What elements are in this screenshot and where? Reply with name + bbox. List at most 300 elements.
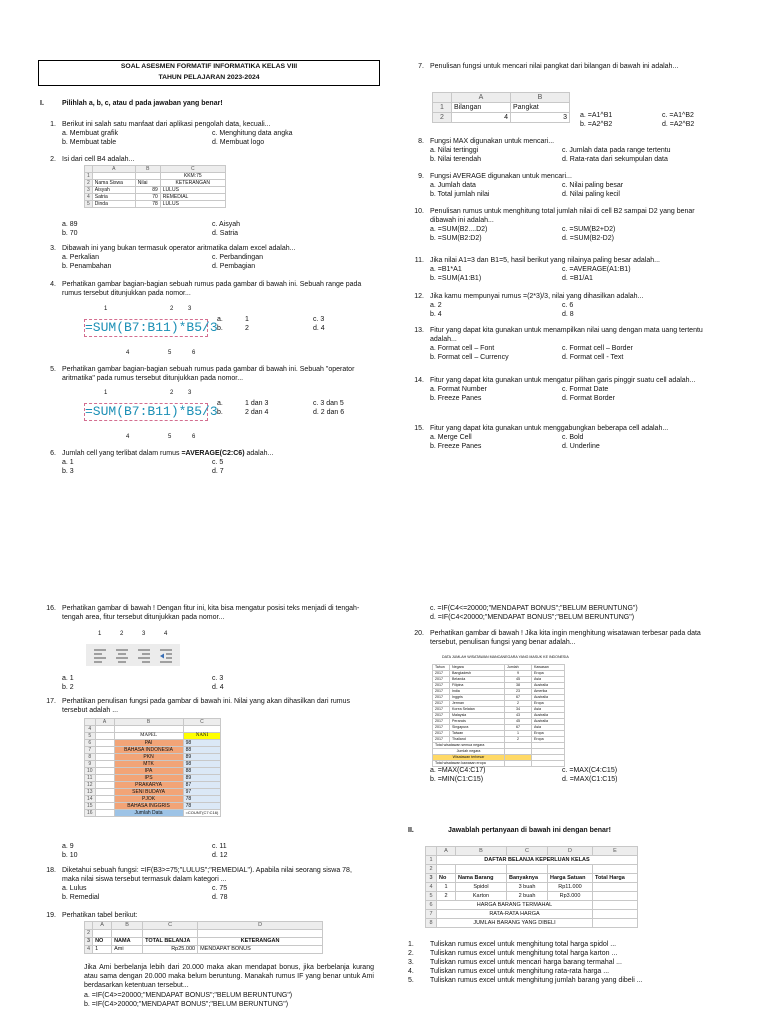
label-2: 2: [120, 631, 124, 637]
cell: Australia: [532, 713, 565, 719]
q20-table: [432, 664, 565, 767]
option-c: c. Perbandingan: [212, 254, 263, 261]
col-header: B: [114, 719, 183, 726]
cell: Thailand: [450, 737, 505, 743]
row-header: 4: [85, 194, 93, 201]
question-number: 13.: [414, 327, 424, 334]
section-2-title: Jawablah pertanyaan di bawah ini dengan benar!: [448, 827, 611, 834]
question-number: 8.: [418, 138, 424, 145]
question-17-options: [62, 842, 362, 860]
option-d: d. =SUM(B2-D2): [562, 235, 614, 242]
cell: Ami: [112, 946, 143, 954]
cell: Malaysia: [450, 713, 505, 719]
question-text: Fungsi MAX digunakan untuk mencari...: [430, 138, 555, 145]
option-d: d. =B1/A1: [562, 275, 593, 282]
option-c: c. 11: [212, 843, 227, 850]
question-text: Perhatikan gambar di bawah ! Dengan fitur ini, kita bisa mengatur posisi teks menjadi di tengah-tengah area, fitur tersebut ditunjukkan pada nomor...: [62, 605, 360, 621]
question-number: 6.: [50, 450, 56, 457]
label-3: 3: [142, 631, 146, 637]
question-text: Jika nilai A1=3 dan B1=5, hasil berikut yang nilainya paling besar adalah...: [430, 257, 660, 264]
option-b: b. =A2^B2: [580, 121, 613, 128]
cell: IPA: [114, 768, 183, 775]
question-7: [408, 62, 718, 71]
option-a: a. Format Number: [430, 386, 487, 393]
cell: 38: [505, 683, 532, 689]
cell: Eropa: [532, 671, 565, 677]
header-cell: Harga Satuan: [548, 874, 593, 883]
marker-bottom: 5: [168, 434, 172, 440]
cell: 2017: [433, 689, 450, 695]
cell: 2017: [433, 671, 450, 677]
cell: 2017: [433, 707, 450, 713]
cell: Rp25.000: [143, 946, 198, 954]
cell: 88: [183, 768, 221, 775]
cell: 23: [505, 689, 532, 695]
col-header: C: [183, 719, 221, 726]
question-text: Perhatikan gambar di bawah ! Jika kita ingin menghitung wisatawan terbesar pada data tersebut, penulisan fungsi yang benar adalah...: [430, 630, 701, 646]
question-text: Perhatikan gambar bagian-bagian sebuah rumus pada gambar di bawah ini. Sebuah range pada rumus tersebut ditunjukkan pada nomor...: [62, 281, 362, 297]
question-number: 18.: [46, 867, 56, 874]
option-d: d. Underline: [562, 443, 600, 450]
question-13: [408, 326, 718, 362]
option-a: a. Jumlah data: [430, 182, 476, 189]
question-formula: =AVERAGE(C2:C6): [181, 450, 245, 457]
cell: 3 buah: [507, 883, 548, 892]
question-number: 20.: [414, 630, 424, 637]
cell: 1: [93, 946, 112, 954]
option-c: c. 3 dan 5: [313, 400, 344, 407]
cell: 97: [183, 789, 221, 796]
question-text: Fungsi AVERAGE digunakan untuk mencari...: [430, 173, 572, 180]
col-header: C: [507, 847, 548, 856]
cell: 78: [183, 796, 221, 803]
option-c: c. Format cell – Border: [562, 345, 633, 352]
option-b: b. Format cell – Currency: [430, 354, 509, 361]
row-header: 8: [85, 754, 96, 761]
section-2-number: II.: [408, 827, 414, 834]
q19-spreadsheet: [84, 921, 323, 954]
cell: 89: [183, 775, 221, 782]
q17-spreadsheet: [84, 718, 221, 817]
cell: 3: [511, 113, 570, 123]
document-title-box: [38, 60, 380, 86]
cell: Filipina: [450, 683, 505, 689]
essay-text: Tuliskan rumus excel untuk menghitung rata-rata harga ...: [430, 968, 610, 975]
footer-cell: Total wisatawan semua negara: [433, 743, 505, 749]
marker-bottom: 6: [192, 434, 196, 440]
question-number: 16.: [46, 605, 56, 612]
essay-number: 2.: [408, 950, 414, 957]
cell: 2017: [433, 731, 450, 737]
question-15: [408, 424, 718, 451]
option-b: b. =IF(C4>20000;"MENDAPAT BONUS";"BELUM BERUNTUNG"): [84, 1001, 289, 1008]
row-header: 10: [85, 768, 96, 775]
question-text: Berikut ini salah satu manfaat dari aplikasi pengolah data, kecuali...: [62, 121, 271, 128]
question-number: 4.: [50, 281, 56, 288]
header-cell: Total Harga: [593, 874, 638, 883]
cell: BAHASA INGGRIS: [114, 803, 183, 810]
option-a: a. Format cell – Font: [430, 345, 495, 352]
option-d: d. =MAX(C1:C15): [562, 776, 618, 783]
cell: Australia: [532, 695, 565, 701]
option-a: a. =A1^B1: [580, 112, 613, 119]
cell: Asia: [532, 725, 565, 731]
footer-cell: Jumlah negara: [433, 749, 505, 755]
question-3: [40, 244, 370, 271]
cell: PJOK: [114, 796, 183, 803]
header-cell: No: [437, 874, 456, 883]
cell: Bilangan: [452, 103, 511, 113]
marker-top: 1: [104, 390, 108, 396]
label-4: 4: [164, 631, 168, 637]
option-c: c. Aisyah: [212, 221, 241, 228]
cell: Korea Selatan: [450, 707, 505, 713]
q4-formula-diagram: [84, 305, 218, 357]
option-c: c. =IF(C4<=20000;"MENDAPAT BONUS";"BELUM BERUNTUNG"): [430, 605, 638, 612]
cell: 45: [505, 677, 532, 683]
cell: 67: [505, 725, 532, 731]
section-1-number: I.: [40, 100, 44, 107]
alignment-buttons: [86, 644, 180, 666]
section-1-title: Pilihlah a, b, c, atau d pada jawaban yang benar!: [62, 100, 223, 107]
q19-paragraph: Jika Ami berbelanja lebih dari 20.000 maka akan mendapat bonus, jika berbelanja kurang atau sama dengan 20.000 maka belum beruntung. Manakah rumus IF yang benar untuk Ami berdasarkan ketentuan tersebut...: [84, 964, 374, 989]
question-12: [408, 292, 718, 319]
question-number: 7.: [418, 63, 424, 70]
marker-bottom: 6: [192, 350, 196, 356]
question-19-options-continued: [430, 604, 638, 622]
option-b: b. 10: [62, 852, 78, 859]
row-header: 2: [433, 113, 452, 123]
option-d: d. Pembagian: [212, 263, 256, 270]
cell: 34: [505, 707, 532, 713]
row-header: 16: [85, 810, 96, 817]
marker-top: 2: [170, 390, 174, 396]
option-b: b. 4: [430, 311, 442, 318]
footer-cell-highlight: Wisatawan terbesar: [433, 755, 505, 761]
cell: 2017: [433, 677, 450, 683]
question-19: [40, 911, 370, 920]
option-c: c. =AVERAGE(A1:B1): [562, 266, 631, 273]
row-header: 13: [85, 789, 96, 796]
col-header: Negara: [450, 665, 505, 671]
cell: Jumlah Data: [114, 810, 183, 817]
option-a: a. Nilai tertinggi: [430, 147, 479, 154]
question-18: [40, 866, 370, 902]
row-header: 5: [85, 201, 93, 208]
question-text: Fitur yang dapat kita gunakan untuk mengatur pilihan garis pinggir suatu cell adalah...: [430, 377, 696, 384]
question-16-options: [62, 674, 362, 692]
cell: 78: [183, 803, 221, 810]
q16-alignment-toolbar: [84, 630, 184, 670]
marker-top: 3: [188, 306, 192, 312]
question-number: 12.: [414, 293, 424, 300]
option-a: a. =MAX(C4:C17): [430, 767, 486, 774]
formula-text: =SUM(B7:B11)*B5/3: [85, 404, 218, 419]
question-text: Isi dari cell B4 adalah...: [62, 156, 135, 163]
question-5: [40, 365, 370, 383]
essay-item: [408, 958, 728, 967]
marker-top: 3: [188, 390, 192, 396]
question-6: [40, 449, 370, 476]
question-11: [408, 256, 718, 283]
option-a: a. 9: [62, 843, 74, 850]
align-right-icon: [138, 650, 150, 662]
option-b: b.: [217, 409, 223, 416]
option-d: d. Satria: [212, 230, 239, 237]
option-d: d. 7: [212, 468, 224, 475]
option-b: b. 70: [62, 230, 78, 237]
marker-top: 1: [104, 306, 108, 312]
row-header: 14: [85, 796, 96, 803]
option-d: d. Format cell - Text: [562, 354, 624, 361]
cell: Australia: [532, 683, 565, 689]
col-header: A: [92, 166, 135, 173]
essay-item: [408, 967, 728, 976]
cell: 45: [505, 719, 532, 725]
option-b: b. 2: [62, 684, 74, 691]
option-a: a. 1: [62, 459, 74, 466]
footer-cell: Total wisatawan kawasan eropa: [433, 761, 505, 767]
col-header: C: [143, 922, 198, 930]
option-d: d. Membuat logo: [212, 139, 265, 146]
question-2-options: [62, 220, 362, 238]
col-header: [433, 93, 452, 103]
option-c: c. Menghitung data angka: [212, 130, 293, 137]
row-header: 3: [85, 187, 93, 194]
row-header: 12: [85, 782, 96, 789]
option-c: c. Format Date: [562, 386, 609, 393]
essay-number: 5.: [408, 977, 414, 984]
option-b: b.: [217, 325, 223, 332]
option-b: b. Membuat table: [62, 139, 117, 146]
align-center-icon: [116, 650, 128, 662]
cell: Amerika: [532, 689, 565, 695]
question-number: 17.: [46, 698, 56, 705]
question-1: [40, 120, 370, 147]
cell: 1: [437, 883, 456, 892]
option-b-value: 2 dan 4: [245, 409, 269, 416]
cell: 70: [135, 194, 160, 201]
option-a: a. 2: [430, 302, 442, 309]
row-header: 1: [85, 173, 93, 180]
cell: 2017: [433, 737, 450, 743]
cell: Satria: [92, 194, 135, 201]
q7-spreadsheet: [432, 92, 570, 123]
cell: KKM:75: [160, 173, 225, 180]
row-header: 7: [85, 747, 96, 754]
col-header: B: [135, 166, 160, 173]
marker-bottom: 5: [168, 350, 172, 356]
option-a: a.: [217, 400, 223, 407]
cell: 98: [183, 740, 221, 747]
question-14: [408, 376, 718, 403]
essay-number: 1.: [408, 941, 414, 948]
question-20: [408, 629, 720, 647]
row-header: 3: [85, 938, 93, 946]
essay-item: [408, 976, 728, 985]
q5-formula-diagram: [84, 389, 218, 441]
option-a: a. 1: [62, 675, 74, 682]
col-header: Tahun: [433, 665, 450, 671]
essay-text: Tuliskan rumus excel untuk menghitung total harga spidol ...: [430, 941, 617, 948]
question-text: Penulisan fungsi untuk mencari nilai pangkat dari bilangan di bawah ini adalah...: [430, 63, 679, 70]
option-b: b. Remedial: [62, 894, 100, 901]
question-text: Dibawah ini yang bukan termasuk operator aritmatika dalam excel adalah...: [62, 245, 296, 252]
cell: 2017: [433, 683, 450, 689]
formula-text: =SUM(B7:B11)*B5/3: [85, 320, 218, 335]
footer-cell: JUMLAH BARANG YANG DIBELI: [437, 919, 593, 928]
row-header: 5: [85, 733, 96, 740]
question-text: Perhatikan penulisan fungsi pada gambar di bawah ini. Nilai yang akan dihasilkan dari rumus tersebut adalah ...: [62, 698, 350, 714]
cell: KETERANGAN: [160, 180, 225, 187]
option-a: a. Membuat grafik: [62, 130, 119, 137]
essay-text: Tuliskan rumus excel untuk menghitung total harga karton ...: [430, 950, 618, 957]
row-header: 4: [85, 946, 93, 954]
option-d: d. 12: [212, 852, 228, 859]
cell: NO: [93, 938, 112, 946]
row-header: 2: [85, 930, 93, 938]
question-number: 10.: [414, 208, 424, 215]
question-9: [408, 172, 718, 199]
align-left-icon: [94, 650, 106, 662]
cell: REMEDIAL: [160, 194, 225, 201]
cell: TOTAL BELANJA: [143, 938, 198, 946]
cell: Inggris: [450, 695, 505, 701]
option-d: d. 2 dan 6: [313, 409, 345, 416]
cell: Australia: [532, 719, 565, 725]
cell: Asia: [532, 677, 565, 683]
question-text: Perhatikan gambar bagian-bagian sebuah rumus pada gambar di bawah ini. Sebuah "operator aritmatika" pada rumus tersebut ditunjukkan pada nomor...: [62, 366, 355, 382]
marker-bottom: 4: [126, 350, 130, 356]
cell: Eropa: [532, 701, 565, 707]
col-header: Jumlah: [505, 665, 532, 671]
col-header: [426, 847, 437, 856]
option-b: b. Freeze Panes: [430, 443, 482, 450]
row-header: 11: [85, 775, 96, 782]
col-header: A: [95, 719, 114, 726]
option-b: b. =MIN(C1:C15): [430, 776, 484, 783]
col-header: B: [456, 847, 507, 856]
document-title: SOAL ASESMEN FORMATIF INFORMATIKA KELAS VIII: [120, 63, 298, 70]
cell: Karton: [456, 892, 507, 901]
col-header: [85, 166, 93, 173]
option-d: d. =IF(C4<20000;"MENDAPAT BONUS";"BELUM BERUNTUNG"): [430, 614, 635, 621]
col-header: D: [198, 922, 323, 930]
option-d: d. 4: [313, 325, 325, 332]
cell: SENI BUDAYA: [114, 789, 183, 796]
question-number: 2.: [50, 156, 56, 163]
marker-bottom: 4: [126, 434, 130, 440]
cell: Jerman: [450, 701, 505, 707]
col-header: E: [593, 847, 638, 856]
q4-options: [217, 315, 373, 333]
question-16: [40, 604, 370, 622]
question-10: [408, 207, 718, 243]
option-b-value: 2: [245, 325, 249, 332]
cell-formula: =COUNT(C7:C16): [183, 810, 221, 817]
cell: 87: [183, 782, 221, 789]
cell: 88: [183, 747, 221, 754]
footer-cell: HARGA BARANG TERMAHAL: [437, 901, 593, 910]
question-number: 19.: [46, 912, 56, 919]
option-a: a. =IF(C4>=20000;"MENDAPAT BONUS";"BELUM BERUNTUNG"): [84, 992, 293, 999]
option-a: a. Perkalian: [62, 254, 99, 261]
question-text: Jika kamu mempunyai rumus =(2*3)/3, nilai yang dihasilkan adalah...: [430, 293, 644, 300]
document-year: TAHUN PELAJARAN 2023-2024: [158, 74, 260, 81]
question-text: Jumlah cell yang terlibat dalam rumus: [62, 450, 182, 457]
cell: Pangkat: [511, 103, 570, 113]
option-c: c. =MAX(C4:C15): [562, 767, 618, 774]
cell: 2017: [433, 695, 450, 701]
cell: LULUS: [160, 201, 225, 208]
cell: PAI: [114, 740, 183, 747]
col-header: B: [511, 93, 570, 103]
cell: 2017: [433, 701, 450, 707]
question-text: Fitur yang dapat kita gunakan untuk menampilkan nilai uang dengan mata uang tertentu adalah...: [430, 327, 703, 343]
cell: BAHASA INDONESIA: [114, 747, 183, 754]
row-header: 4: [85, 726, 96, 733]
cell: Taiwan: [450, 731, 505, 737]
cell: 2: [505, 701, 532, 707]
col-header: [85, 719, 96, 726]
cell: Spidol: [456, 883, 507, 892]
col-header: A: [452, 93, 511, 103]
footer-cell: RATA-RATA HARGA: [437, 910, 593, 919]
cell: [135, 173, 160, 180]
cell: Perancis: [450, 719, 505, 725]
cell: Rp3.000: [548, 892, 593, 901]
option-b: b. =SUM(B2:D2): [430, 235, 482, 242]
option-c: c. 5: [212, 459, 224, 466]
col-header: C: [160, 166, 225, 173]
cell: India: [450, 689, 505, 695]
question-text: Perhatikan tabel berikut:: [62, 912, 138, 919]
question-20-options: [408, 766, 712, 784]
cell: 43: [505, 713, 532, 719]
cell: Belanda: [450, 677, 505, 683]
option-a: a. =B1*A1: [430, 266, 462, 273]
option-d: d. 4: [212, 684, 224, 691]
cell: 2: [437, 892, 456, 901]
option-d: d. =A2^B2: [662, 121, 695, 128]
table-title: DATA JUMLAH WISATAWAN MANCANEGARA YANG MASUK KE INDONESIA: [442, 655, 569, 659]
question-number: 15.: [414, 425, 424, 432]
option-a: a. 89: [62, 221, 78, 228]
option-b: b. 3: [62, 468, 74, 475]
option-d: d. Rata-rata dari sekumpulan data: [562, 156, 668, 163]
cell: KETERANGAN: [198, 938, 323, 946]
col-header: Kawasan: [532, 665, 565, 671]
col-header: D: [548, 847, 593, 856]
option-b: b. Penambahan: [62, 263, 112, 270]
option-c: c. Nilai paling besar: [562, 182, 624, 189]
cell: 2 buah: [507, 892, 548, 901]
cell: 67: [505, 695, 532, 701]
question-number: 5.: [50, 366, 56, 373]
cell: Bangladesh: [450, 671, 505, 677]
option-c: c. 6: [562, 302, 574, 309]
cell: Nilai: [135, 180, 160, 187]
col-header: A: [93, 922, 112, 930]
cell: Nama Siswa: [92, 180, 135, 187]
cell: 2017: [433, 719, 450, 725]
option-c: c. =SUM(B2+D2): [562, 226, 616, 233]
option-a: a. Merge Cell: [430, 434, 472, 441]
question-text-end: adalah...: [244, 450, 274, 457]
essay-text: Tuliskan rumus excel untuk menghitung jumlah barang yang dibeli ...: [430, 977, 643, 984]
question-number: 11.: [414, 257, 424, 264]
cell: Singapura: [450, 725, 505, 731]
